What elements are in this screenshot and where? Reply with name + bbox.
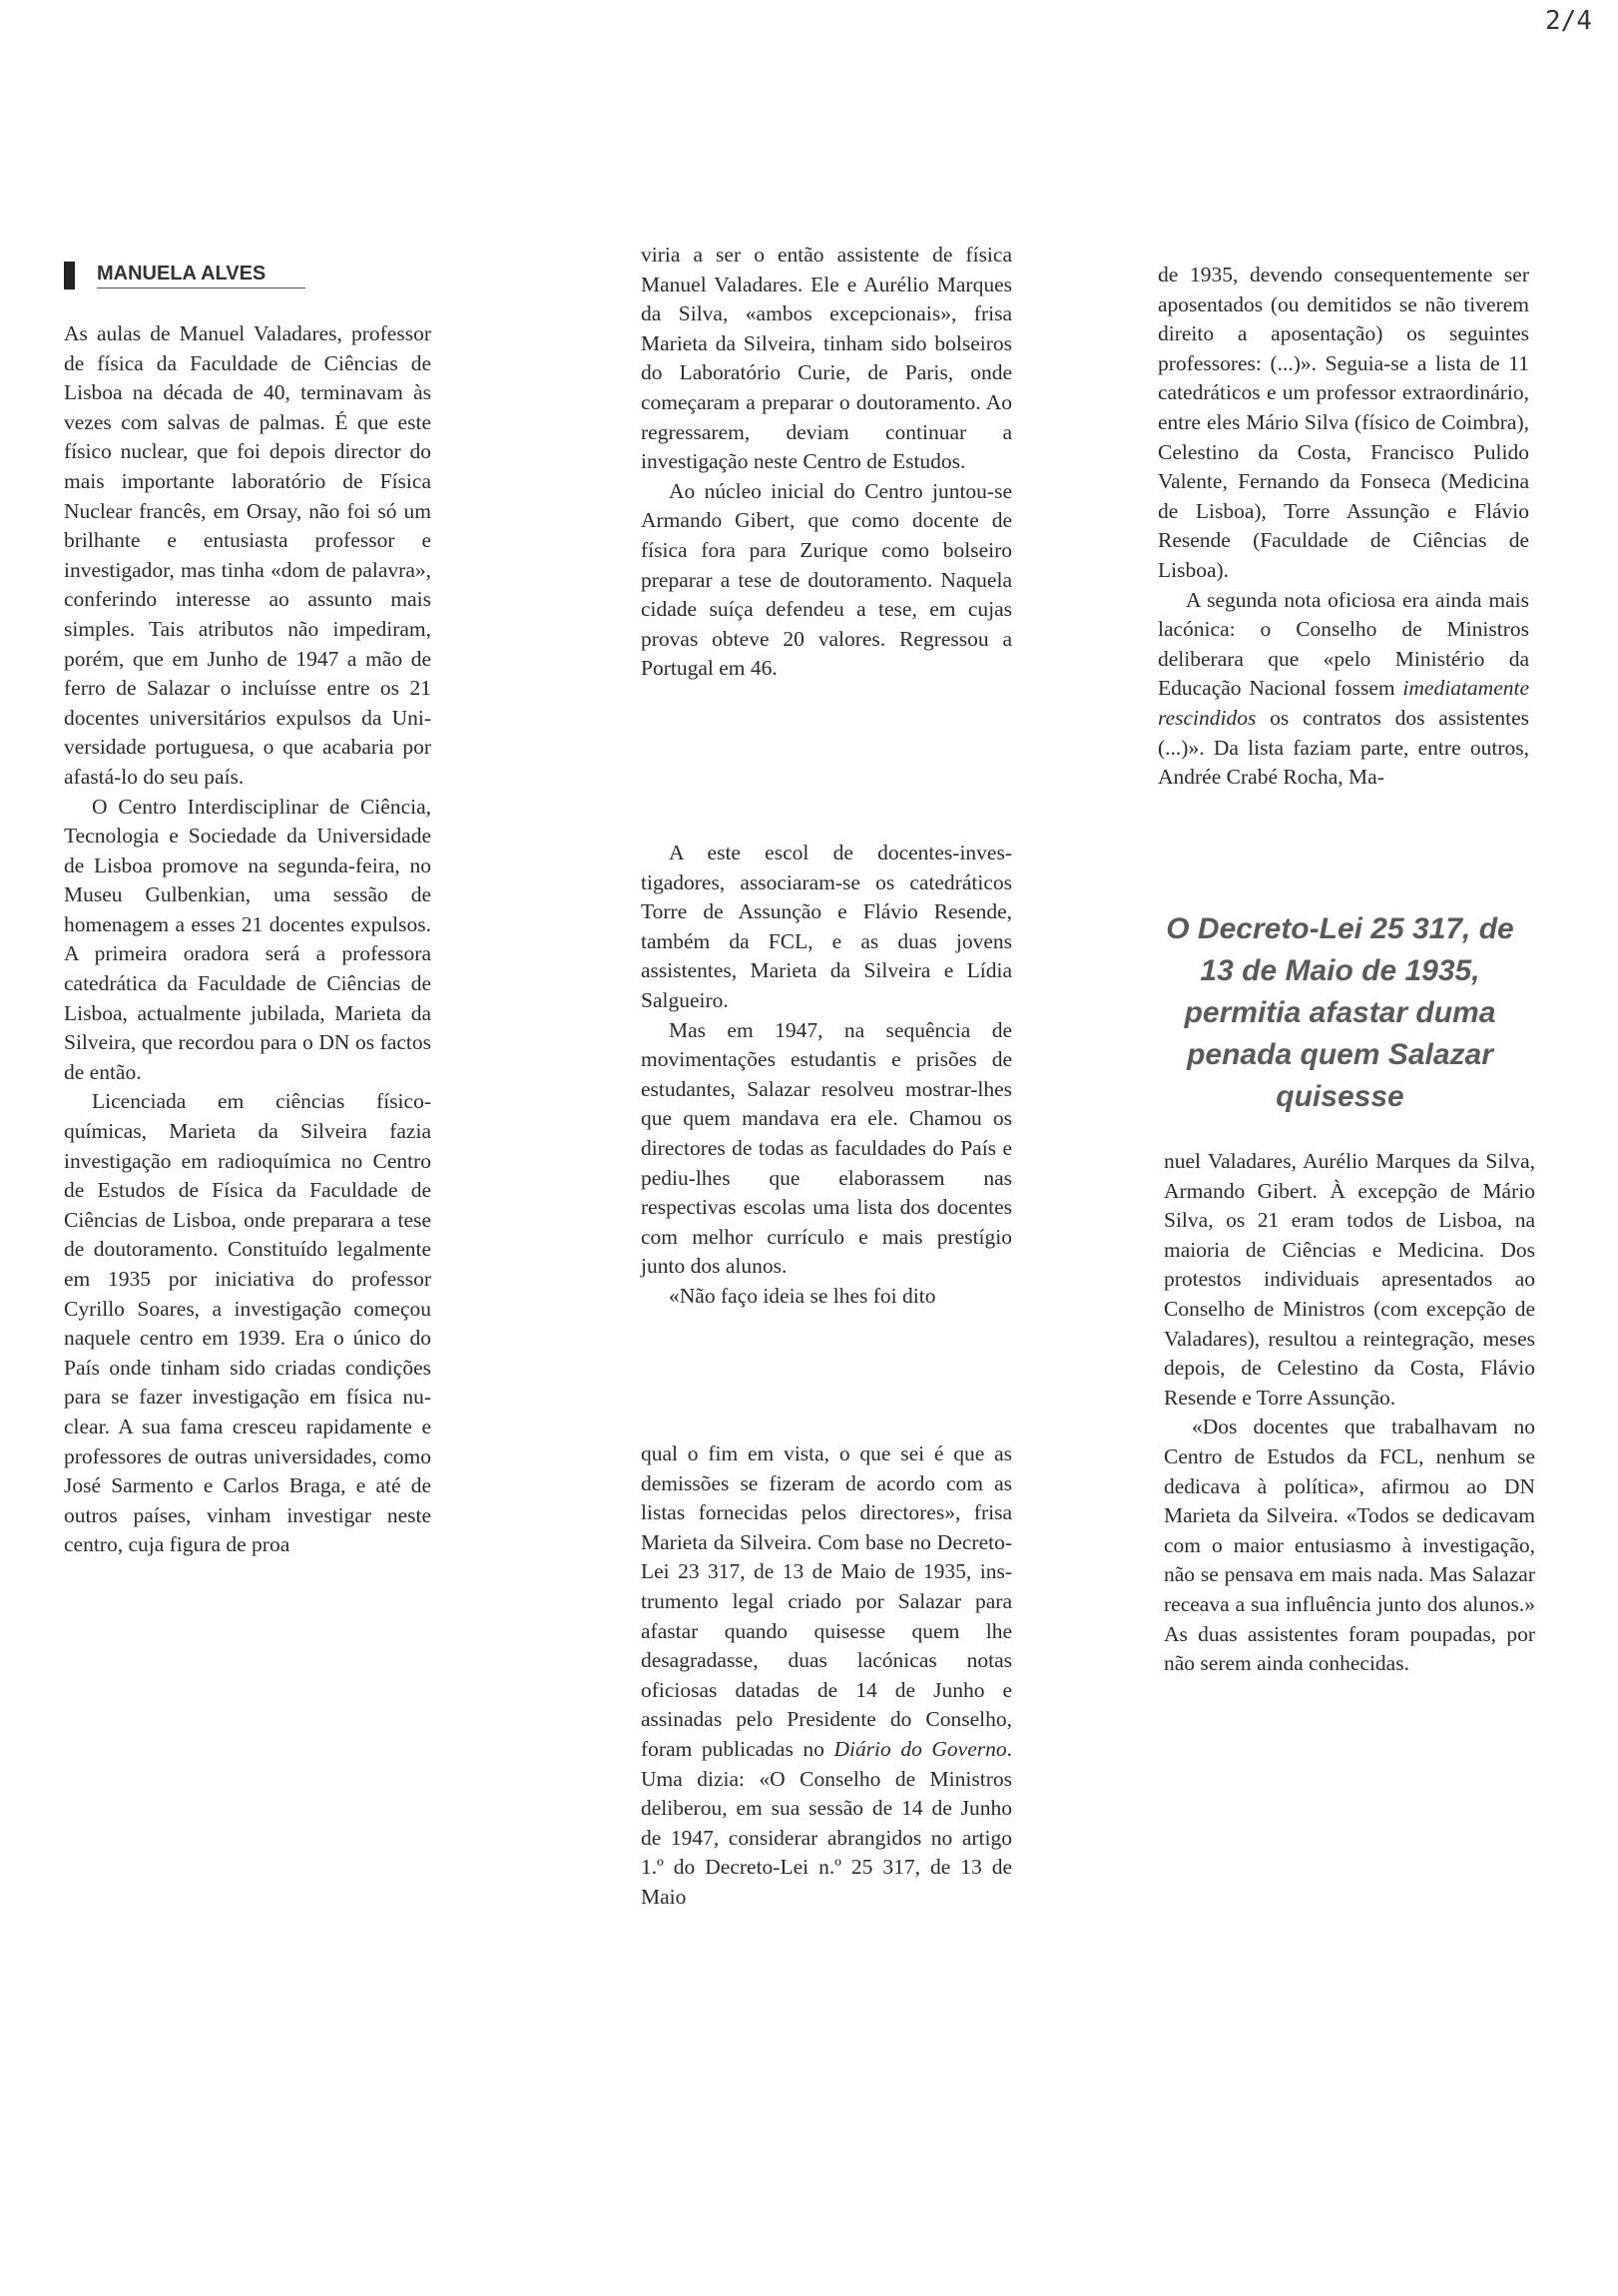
article-column-2-middle — [641, 839, 1012, 1312]
page-number: 2/4 — [1545, 6, 1592, 36]
article-column-3-bottom — [1164, 1147, 1535, 1679]
pull-quote: O Decreto-Lei 25 317, de 13 de Maio de 1935, permitia afastar duma penada quem Salazar quisesse — [1166, 912, 1514, 1113]
text-run: A segunda nota oficiosa era ainda mais lacónica: o Conselho de Ministros deliberara que «pelo Ministério da Educação Nacional fossem — [1158, 587, 1529, 701]
emphasis: imediatamente rescindidos — [1158, 676, 1529, 730]
newspaper-title: Diário do Governo — [833, 1736, 1007, 1761]
article-column-2-bottom — [641, 1439, 1012, 1913]
paragraph — [1158, 586, 1529, 793]
paragraph: «Dos docentes que trabalhavam no Centro de Estudos da FCL, nenhum se dedicava à política», afirmou ao DN Marieta da Silveira. «Todos se dedicavam com o maior entusiasmo à investigação, não se pensava em mais nada. Mas Salazar receava a sua influência junto dos alunos.» As duas assistentes foram poupadas, por não serem ainda conhecidas. — [1164, 1415, 1535, 1676]
paragraph: nuel Valadares, Aurélio Marques da Silva, Armando Gibert. À excepção de Mário Silva, os 21 eram todos de Lisboa, na maioria de Ciências e Medicina. Dos protestos individuais apresentados ao Conselho de Ministros (com excepção de Valadares), resultou a reintegração, meses depois, de Celestino da Costa, Flávio Resende e Torre Assunção. — [1164, 1149, 1535, 1410]
paragraph: A este escol de docentes-investigadores, associaram-se os catedráticos Torre de Assunção e Flávio Resende, também da FCL, e as duas jovens assistentes, Marieta da Silveira e Lídia Salgueiro. — [641, 841, 1012, 1012]
byline-bar — [64, 262, 75, 289]
text-run: os contratos dos assistentes (...)». Da lista faziam parte, entre outros, Andrée Crabé Rocha, Ma- — [1158, 705, 1529, 790]
paragraph — [641, 1439, 1012, 1913]
paragraph: Licenciada em ciências físico-químicas, Marieta da Silveira fazia investigação em radioquímica no Centro de Estudos de Física da Faculdade de Ciências de Lisboa, onde preparara a tese de doutoramento. Constituído legalmente em 1935 por iniciativa do professor Cyrillo Soares, a investigação começou naquele centro em 1939. Era o único do País onde tinham sido criadas condições para se fazer investigação em física nuclear. A sua fama cresceu rapidamente e professores de outras universidades, como José Sarmento e Carlos Braga, e até de outros países, vinham investigar neste centro, cuja figura de proa — [64, 1089, 431, 1557]
paragraph: Mas em 1947, na sequência de movimentações estudantis e prisões de estudantes, Salazar resolveu mostrar-lhes que quem mandava era ele. Chamou os directores de todas as faculdades do País e pediu-lhes que elaborassem nas respectivas escolas uma lista dos docentes com melhor currículo e mais prestígio junto dos alunos. — [641, 1017, 1012, 1279]
paragraph: Ao núcleo inicial do Centro juntou-se Armando Gibert, que como docente de física fora para Zurique como bolseiro preparar a tese de doutoramento. Naquela cidade suíça defendeu a tese, em cujas provas obteve 20 valores. Regressou a Portugal em 46. — [641, 478, 1012, 681]
paragraph: «Não faço ideia se lhes foi dito — [669, 1283, 936, 1308]
article-column-1 — [64, 319, 431, 1560]
byline — [64, 262, 305, 289]
article-column-3-top — [1158, 261, 1529, 793]
text-run: . Uma dizia: «O Conselho de Ministros deliberou, em sua sessão de 14 de Junho de 1947, considerar abrangidos no artigo 1.º do Decreto-Lei n.º 25 317, de 13 de Maio — [641, 1736, 1012, 1909]
text-run: qual o fim em vista, o que sei é que as demissões se fizeram de acordo com as listas fornecidas pelos directores», frisa Marieta da Silveira. Com base no Decreto-Lei 23 317, de 13 de Maio de 1935, instrumento legal criado por Salazar para afastar quando quisesse quem lhe desagradasse, duas lacónicas notas oficiosas datadas de 14 de Junho e assinadas pelo Presidente do Conselho, foram publicadas no — [641, 1441, 1012, 1761]
paragraph: As aulas de Manuel Valadares, professor de física da Faculdade de Ciências de Lisboa na década de 40, terminavam às vezes com salvas de palmas. É que este físico nuclear, que foi depois director do mais importante laboratório de Física Nuclear francês, em Orsay, não foi só um brilhante e entusiasta professor e investigador, mas tinha «dom de palavra», conferindo interesse ao assunto mais simples. Tais atributos não impediram, porém, que em Junho de 1947 a mão de ferro de Salazar o incluísse entre os 21 docentes universitários expulsos da Universidade portuguesa, o que acabaria por afastá-lo do seu país. — [64, 321, 431, 789]
paragraph: viria a ser o então assistente de física Manuel Valadares. Ele e Aurélio Marques da Silva, «ambos excepcionais», frisa Marieta da Silveira, tinham sido bolseiros do Laboratório Curie, de Paris, onde começaram a preparar o doutoramento. Ao regressarem, deviam continuar a investigação neste Centro de Estudos. — [641, 243, 1012, 474]
paragraph: de 1935, devendo consequentemente ser aposentados (ou demitidos se não tiverem direito a aposentação) os seguintes professores: (...)». Seguia-se a lista de 11 catedráticos e um professor extraordinário, entre eles Mário Silva (físico de Coimbra), Celestino da Costa, Francisco Pulido Valente, Fernando da Fonseca (Medicina de Lisboa), Torre Assunção e Flávio Resende (Faculdade de Ciências de Lisboa). — [1158, 263, 1529, 582]
author-name: MANUELA ALVES — [97, 263, 305, 288]
paragraph: O Centro Interdisciplinar de Ciência, Tecnologia e Sociedade da Universidade de Lisboa promove na segunda-feira, no Museu Gulbenkian, uma sessão de homenagem a esses 21 docentes expulsos. A primeira oradora será a professora catedrática da Faculdade de Ciências de Lisboa, actualmente jubilada, Marieta da Silveira, que recordou para o DN os factos de então. — [64, 794, 431, 1084]
article-column-2-top — [641, 241, 1012, 684]
